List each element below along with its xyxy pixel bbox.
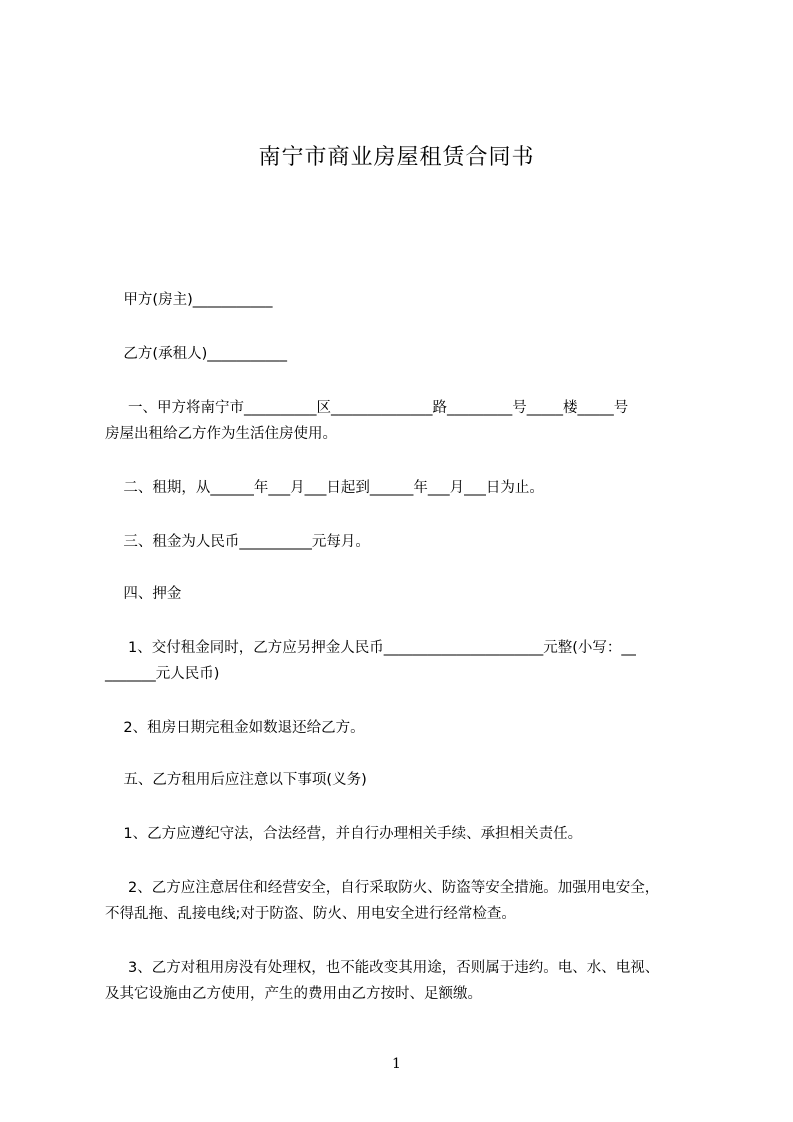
clause-5-heading: 五、乙方租用后应注意以下事项(义务)	[105, 772, 367, 788]
clause-5-1-line: 1、乙方应遵纪守法，合法经营，并自行办理相关手续、承担相关责任。	[105, 826, 583, 842]
document-title: 南宁市商业房屋租赁合同书	[258, 145, 535, 170]
clause-5-3-line1: 3、乙方对租用房没有处理权，也不能改变其用途，否则属于违约。电、水、电视、	[105, 960, 660, 976]
clause-5-2-line2: 不得乱拖、乱接电线;对于防盗、防火、用电安全进行经常检查。	[105, 906, 516, 922]
clause-3-line: 三、租金为人民币__________元每月。	[105, 534, 370, 550]
clause-1-line2: 房屋出租给乙方作为生活住房使用。	[105, 426, 337, 442]
clause-4-2-line: 2、租房日期完租金如数退还给乙方。	[105, 720, 365, 736]
page-number: 1	[392, 1056, 401, 1072]
party-b-line: 乙方(承租人)___________	[105, 346, 288, 362]
clause-2-line: 二、租期，从______年___月___日起到______年___月___日为止。	[105, 480, 544, 496]
clause-4-heading: 四、押金	[105, 586, 182, 602]
clause-5-2-line1: 2、乙方应注意居住和经营安全，自行采取防火、防盗等安全措施。加强用电安全，	[105, 880, 660, 896]
clause-4-1-line1: 1、交付租金同时，乙方应另押金人民币______________________元整(小写：__	[105, 640, 636, 656]
clause-5-3-line2: 及其它设施由乙方使用，产生的费用由乙方按时、足额缴。	[105, 986, 482, 1002]
clause-4-1-line2: _______元人民币)	[105, 666, 220, 682]
clause-1-line1: 一、甲方将南宁市__________区______________路_________号_____楼_____号	[105, 400, 629, 416]
party-a-line: 甲方(房主)___________	[105, 292, 273, 308]
